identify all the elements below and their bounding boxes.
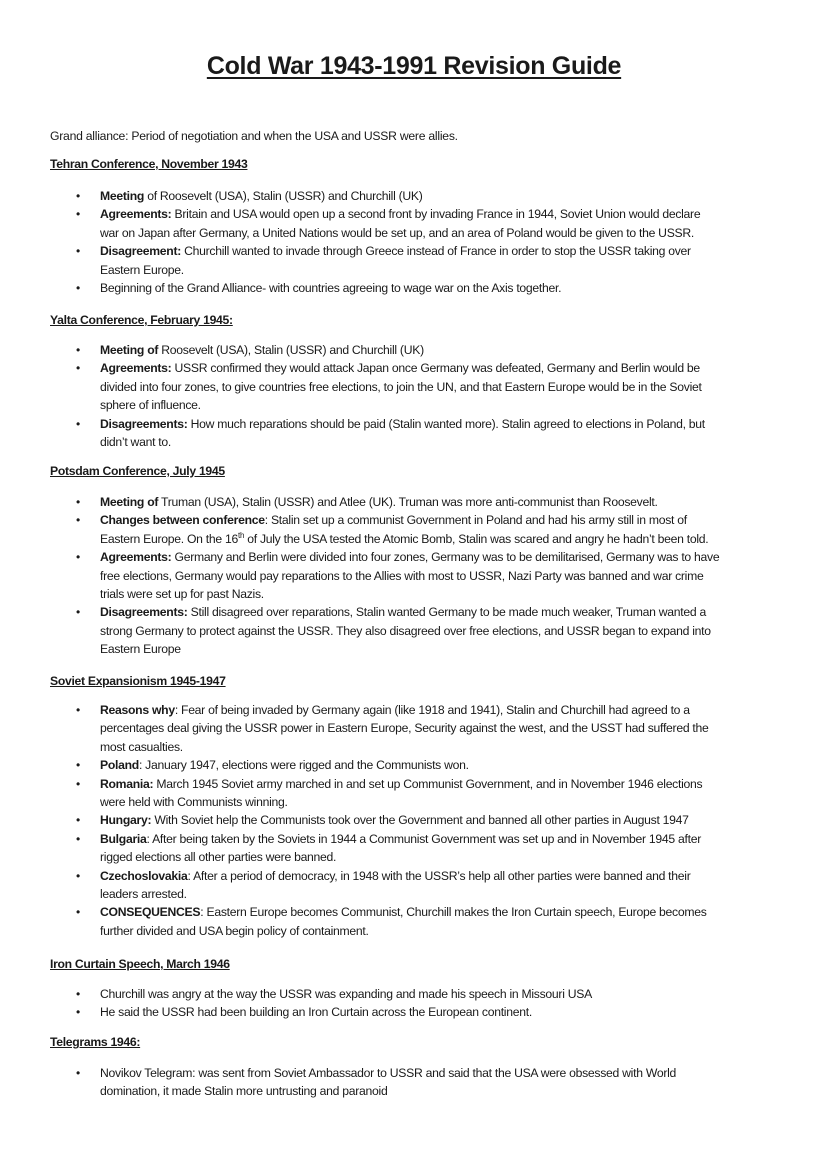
section-heading-potsdam-conference-july-1945: Potsdam Conference, July 1945 (50, 464, 225, 478)
list-item-label: Reasons why (100, 703, 175, 717)
bullet-icon: • (76, 361, 80, 376)
list-item-line: most casualties. (100, 739, 183, 754)
list-item-line: Reasons why: Fear of being invaded by Germany again (like 1918 and 1941), Stalin and Churchill had agreed to a (100, 703, 690, 717)
list-item-label: Disagreement: (100, 244, 182, 259)
list-item-line: were held with Communists winning. (100, 795, 288, 810)
list-item-line: Novikov Telegram: was sent from Soviet Ambassador to USSR and said that the USA were obsessed with World (100, 1066, 677, 1080)
list-item (0, 1064, 828, 1101)
list-item-line: Czechoslovakia: After a period of democracy, in 1948 with the USSR’s help all other parties were banned and their (100, 868, 691, 883)
list-item (0, 603, 828, 658)
list-item (0, 811, 828, 829)
list-item (0, 279, 828, 297)
bullet-icon: • (76, 758, 80, 773)
section-heading-telegrams-1946: Telegrams 1946: (50, 1035, 141, 1049)
list-item-line: Agreements: Germany and Berlin were divided into four zones, Germany was to be demilitarised, Germany was to have (100, 550, 720, 565)
list-item (0, 359, 828, 414)
bullet-icon: • (76, 244, 80, 259)
list-item (0, 701, 828, 756)
document-title: Cold War 1943-1991 Revision Guide (206, 52, 622, 80)
list-item-line: Meeting of Roosevelt (USA), Stalin (USSR) and Churchill (UK) (100, 343, 424, 357)
list-item (0, 511, 828, 548)
list-item-label: Romania: (100, 776, 154, 791)
bullet-icon: • (76, 868, 80, 883)
list-item-line: Disagreements: How much reparations should be paid (Stalin wanted more). Stalin agreed to elections in Poland, but (100, 416, 705, 431)
bullet-list (0, 1064, 828, 1101)
list-item (0, 187, 828, 205)
section-heading-iron-curtain-speech-march-1946: Iron Curtain Speech, March 1946 (50, 957, 230, 971)
list-item (0, 775, 828, 812)
list-item (0, 830, 828, 867)
list-item-line: leaders arrested. (100, 887, 187, 902)
list-item-line: trials were set up for past Nazis. (100, 587, 264, 602)
list-item-label: Meeting of (100, 343, 159, 357)
list-item-line: Romania: March 1945 Soviet army marched in and set up Communist Government, and in November 1946 elections (100, 776, 703, 791)
list-item-label: Disagreements: (100, 416, 188, 431)
list-item-line: sphere of influence. (100, 398, 201, 413)
list-item-line: Disagreements: Still disagreed over reparations, Stalin wanted Germany to be made much weaker, Truman wanted a (100, 605, 706, 620)
list-item (0, 756, 828, 774)
list-item-line: Changes between conference: Stalin set up a communist Government in Poland and had his army still in most of (100, 513, 687, 528)
list-item (0, 415, 828, 452)
list-item (0, 903, 828, 940)
list-item-line: free elections, Germany would pay reparations to the Allies with most to USSR, Nazi Party was banned and war crime (100, 568, 704, 583)
list-item-line: Churchill was angry at the way the USSR was expanding and made his speech in Missouri USA (100, 987, 592, 1001)
list-item (0, 548, 828, 603)
list-item-line: rigged elections all other parties were banned. (100, 850, 337, 865)
list-item-line: percentages deal giving the USSR power in Eastern Europe, Security against the west, and the USST had suffered the (100, 721, 709, 736)
list-item-label: Bulgaria (100, 831, 147, 846)
list-item (0, 242, 828, 279)
bullet-list (0, 341, 828, 451)
list-item (0, 205, 828, 242)
list-item-line: Hungary: With Soviet help the Communists took over the Government and banned all other parties in August 1947 (100, 813, 689, 828)
bullet-list (0, 985, 828, 1022)
bullet-list (0, 187, 828, 297)
list-item-line: CONSEQUENCES: Eastern Europe becomes Communist, Churchill makes the Iron Curtain speech, Europe becomes (100, 905, 707, 920)
list-item-label: Agreements: (100, 550, 172, 565)
bullet-icon: • (76, 1005, 80, 1020)
list-item-label: Changes between conference (100, 513, 265, 528)
bullet-icon: • (76, 605, 80, 620)
list-item (0, 493, 828, 511)
list-item-line: divided into four zones, to give countries free elections, to join the UN, and that Eastern Europe would be in the Soviet (100, 379, 702, 394)
bullet-icon: • (76, 776, 80, 791)
bullet-icon: • (76, 905, 80, 920)
bullet-icon: • (76, 987, 80, 1001)
list-item-line: war on Japan after Germany, a United Nations would be set up, and an area of Poland would be given to the USSR. (100, 225, 695, 240)
list-item (0, 1003, 828, 1021)
list-item-label: Meeting (100, 189, 145, 203)
intro-paragraph: Grand alliance: Period of negotiation and when the USA and USSR were allies. (50, 129, 458, 143)
list-item-line: Meeting of Roosevelt (USA), Stalin (USSR) and Churchill (UK) (100, 189, 423, 203)
list-item (0, 867, 828, 904)
list-item-line: Bulgaria: After being taken by the Soviets in 1944 a Communist Government was set up and in November 1945 after (100, 831, 701, 846)
list-item (0, 341, 828, 359)
bullet-icon: • (76, 813, 80, 828)
list-item-line: didn’t want to. (100, 435, 172, 450)
list-item-label: Czechoslovakia (100, 868, 188, 883)
list-item-line: Agreements: Britain and USA would open up a second front by invading France in 1944, Soviet Union would declare (100, 207, 701, 222)
list-item (0, 985, 828, 1003)
list-item-label: Hungary: (100, 813, 152, 828)
bullet-icon: • (76, 207, 80, 222)
section-heading-tehran-conference-november-1943: Tehran Conference, November 1943 (50, 157, 248, 171)
list-item-line: further divided and USA begin policy of containment. (100, 923, 369, 938)
bullet-icon: • (76, 1066, 80, 1080)
list-item-line: Agreements: USSR confirmed they would attack Japan once Germany was defeated, Germany and Berlin would be (100, 361, 700, 376)
list-item-label: Agreements: (100, 207, 172, 222)
list-item-line: Eastern Europe. (100, 262, 184, 277)
list-item-line: domination, it made Stalin more untrusting and paranoid (100, 1084, 388, 1099)
bullet-list (0, 701, 828, 940)
list-item-line: Poland: January 1947, elections were rigged and the Communists won. (100, 758, 469, 773)
list-item-line: Eastern Europe. On the 16th of July the USA tested the Atomic Bomb, Stalin was scared and angry he hadn’t been told. (100, 530, 709, 546)
bullet-icon: • (76, 495, 80, 509)
bullet-icon: • (76, 703, 80, 717)
list-item-label: Disagreements: (100, 605, 188, 620)
list-item-label: CONSEQUENCES (100, 905, 201, 920)
bullet-icon: • (76, 343, 80, 357)
bullet-icon: • (76, 831, 80, 846)
list-item-line: strong Germany to protect against the USSR. They also disagreed over free elections, and USSR began to expand into (100, 623, 711, 638)
bullet-icon: • (76, 416, 80, 431)
bullet-icon: • (76, 513, 80, 528)
bullet-icon: • (76, 189, 80, 203)
list-item-label: Poland (100, 758, 139, 773)
section-heading-yalta-conference-february-1945: Yalta Conference, February 1945: (50, 313, 233, 327)
bullet-list (0, 493, 828, 659)
list-item-line: Beginning of the Grand Alliance- with countries agreeing to wage war on the Axis together. (100, 281, 562, 296)
list-item-label: Agreements: (100, 361, 172, 376)
section-heading-soviet-expansionism-1945-1947: Soviet Expansionism 1945-1947 (50, 674, 226, 688)
bullet-icon: • (76, 281, 80, 296)
bullet-icon: • (76, 550, 80, 565)
list-item-label: Meeting of (100, 495, 159, 509)
list-item-line: Meeting of Truman (USA), Stalin (USSR) and Atlee (UK). Truman was more anti-communist than Roosevelt. (100, 495, 658, 509)
list-item-line: He said the USSR had been building an Iron Curtain across the European continent. (100, 1005, 532, 1020)
list-item-line: Disagreement: Churchill wanted to invade through Greece instead of France in order to stop the USSR taking over (100, 244, 691, 259)
list-item-line: Eastern Europe (100, 642, 181, 657)
